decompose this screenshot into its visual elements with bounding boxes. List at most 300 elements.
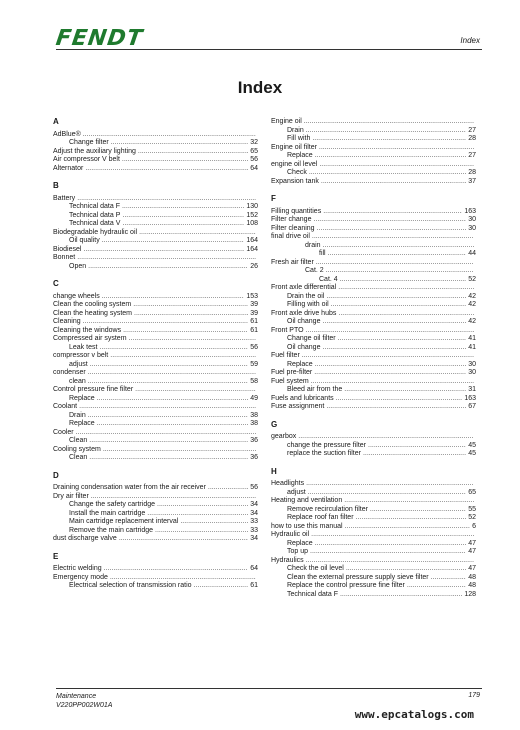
entry-text: Hydraulic oil: [271, 531, 310, 538]
brand-logo: FENDT: [54, 26, 145, 51]
index-entry: [271, 335, 476, 344]
dot-leader: [326, 267, 474, 276]
dot-leader: [111, 139, 249, 148]
dot-leader: [306, 480, 474, 489]
entry-text: Draining condensation water from the air receiver: [53, 484, 206, 491]
dot-leader: [302, 352, 474, 361]
dot-leader: [308, 489, 467, 498]
dot-leader: [338, 284, 474, 293]
dot-leader: [129, 335, 256, 344]
entry-page-number: 36: [250, 454, 258, 461]
entry-text: Front axle drive hubs: [271, 309, 337, 317]
index-entry: [53, 254, 258, 263]
index-entry: [271, 582, 476, 591]
entry-text: Drain the oil: [287, 292, 325, 300]
dot-leader: [306, 127, 466, 136]
index-entry: [271, 557, 476, 566]
dot-leader: [370, 506, 466, 515]
index-entry: [53, 156, 258, 165]
entry-text: Air compressor V belt: [53, 156, 120, 163]
index-entry: [53, 510, 258, 519]
dot-leader: [314, 369, 466, 378]
entry-text: condenser: [53, 369, 86, 376]
entry-text: Biodegradable hydraulic oil: [53, 228, 138, 236]
index-section: [53, 553, 258, 591]
entry-text: Top up: [287, 548, 309, 555]
index-entry: [271, 127, 476, 136]
index-entry: [271, 301, 476, 310]
index-entry: [271, 144, 476, 153]
entry-page-number: 39: [250, 309, 258, 317]
index-entry: [53, 535, 258, 544]
dot-leader: [104, 565, 249, 574]
entry-text: Replace the control pressure fine filter: [287, 582, 405, 589]
dot-leader: [134, 310, 248, 319]
entry-text: adjust: [287, 488, 306, 496]
entry-page-number: 27: [468, 152, 476, 159]
index-entry: [53, 454, 258, 463]
entry-page-number: 44: [468, 250, 476, 257]
index-entry: [271, 161, 476, 170]
index-entry: [53, 212, 258, 221]
entry-page-number: 45: [468, 441, 476, 449]
dot-leader: [91, 493, 256, 502]
entry-page-number: 33: [250, 518, 258, 525]
index-entry: [53, 527, 258, 536]
index-entry: [53, 327, 258, 336]
dot-leader: [110, 352, 256, 361]
index-entry: [53, 229, 258, 238]
index-entry: [271, 225, 476, 234]
entry-text: Open: [69, 262, 87, 270]
index-entry: [53, 148, 258, 157]
entry-text: Fuel pre-filter: [271, 369, 313, 376]
dot-leader: [319, 161, 474, 170]
dot-leader: [99, 344, 248, 353]
dot-leader: [123, 327, 248, 336]
index-entry: [271, 259, 476, 268]
entry-page-number: 47: [468, 548, 476, 555]
entry-text: Filling quantities: [271, 207, 322, 215]
dot-leader: [407, 582, 466, 591]
entry-text: Electrical selection of transmission ratio: [69, 582, 192, 589]
entry-text: Cat. 2: [305, 267, 324, 274]
entry-page-number: 6: [472, 522, 476, 530]
index-entry: [271, 310, 476, 319]
entry-page-number: 39: [250, 301, 258, 308]
entry-page-number: 65: [250, 147, 258, 155]
index-entry: [53, 237, 258, 246]
dot-leader: [345, 523, 470, 532]
entry-text: Replace: [69, 420, 95, 427]
dot-leader: [340, 276, 467, 285]
entry-text: Clean: [69, 454, 88, 461]
dot-leader: [194, 582, 249, 591]
index-entry: [271, 208, 476, 217]
index-entry: [271, 135, 476, 144]
dot-leader: [122, 156, 248, 165]
entry-text: Compressed air system: [53, 335, 127, 342]
index-entry: [53, 493, 258, 502]
entry-text: Filling with oil: [287, 301, 329, 308]
page-title: Index: [237, 78, 283, 97]
dot-leader: [208, 484, 248, 493]
dot-leader: [326, 403, 466, 412]
index-entry: [271, 548, 476, 557]
entry-text: Fill with: [287, 135, 311, 142]
index-entry: [271, 480, 476, 489]
entry-text: Install the main cartridge: [69, 509, 146, 517]
dot-leader: [138, 148, 248, 157]
dot-leader: [311, 531, 474, 540]
footer-doc-code: V220PP002W01A: [56, 702, 113, 709]
entry-page-number: 30: [468, 224, 476, 232]
index-section: [271, 421, 476, 459]
entry-page-number: 130: [246, 203, 258, 210]
entry-page-number: 28: [468, 135, 476, 142]
index-entry: [271, 531, 476, 540]
section-letter: H: [271, 466, 277, 476]
entry-text: Engine oil: [271, 118, 302, 125]
index-entry: [271, 352, 476, 361]
entry-page-number: 152: [246, 211, 258, 219]
dot-leader: [85, 165, 248, 174]
dot-leader: [368, 442, 466, 451]
entry-text: Electric welding: [53, 565, 102, 572]
entry-page-number: 42: [468, 301, 476, 308]
dot-leader: [311, 378, 474, 387]
entry-page-number: 38: [250, 420, 258, 427]
entry-text: how to use this manual: [271, 522, 343, 530]
dot-leader: [312, 233, 474, 242]
dot-leader: [89, 454, 248, 463]
index-entry: [271, 178, 476, 187]
index-entry: [53, 518, 258, 527]
dot-leader: [88, 378, 248, 387]
entry-page-number: 61: [250, 582, 258, 589]
index-entry: [271, 152, 476, 161]
entry-text: Replace: [69, 394, 95, 402]
dot-leader: [77, 254, 256, 263]
index-entry: [271, 395, 476, 404]
entry-text: Change oil filter: [287, 335, 336, 342]
dot-leader: [102, 237, 245, 246]
header-divider: [56, 49, 482, 50]
entry-page-number: 28: [468, 169, 476, 176]
index-entry: [271, 276, 476, 285]
dot-leader: [306, 557, 474, 566]
index-section: [53, 118, 258, 173]
entry-text: Filter cleaning: [271, 224, 315, 232]
dot-leader: [316, 259, 474, 268]
dot-leader: [321, 178, 466, 187]
entry-page-number: 41: [468, 335, 476, 342]
index-entry: [271, 489, 476, 498]
index-entry: [53, 263, 258, 272]
index-entry: [53, 369, 258, 378]
index-entry: [271, 514, 476, 523]
section-letter: A: [53, 117, 59, 126]
entry-text: Drain: [69, 411, 86, 419]
entry-text: fill: [319, 250, 326, 257]
dot-leader: [309, 169, 466, 178]
index-section: [53, 280, 258, 463]
entry-page-number: 34: [250, 509, 258, 517]
footer-page-number: 179: [468, 692, 480, 699]
entry-text: Battery: [53, 194, 76, 202]
dot-leader: [97, 395, 249, 404]
index-entry: [271, 267, 476, 276]
entry-text: Emergency mode: [53, 573, 108, 581]
dot-leader: [322, 318, 466, 327]
entry-text: Clean the cooling system: [53, 301, 132, 308]
entry-text: dust discharge valve: [53, 535, 117, 542]
index-entry: [53, 220, 258, 229]
dot-leader: [336, 395, 463, 404]
index-entry: [53, 403, 258, 412]
entry-text: Technical data F: [69, 203, 120, 210]
dot-leader: [77, 195, 256, 204]
index-entry: [271, 369, 476, 378]
entry-text: Control pressure fine filter: [53, 386, 134, 393]
entry-text: change wheels: [53, 292, 100, 300]
entry-text: Alternator: [53, 164, 84, 172]
index-section: [271, 468, 476, 600]
dot-leader: [83, 246, 244, 255]
dot-leader: [340, 591, 462, 600]
entry-page-number: 48: [468, 582, 476, 589]
entry-text: Check: [287, 169, 307, 176]
index-entry: [53, 574, 258, 583]
dot-leader: [88, 412, 248, 421]
dot-leader: [356, 514, 467, 523]
entry-page-number: 64: [250, 565, 258, 572]
entry-text: Clean the heating system: [53, 309, 132, 317]
dot-leader: [312, 135, 466, 144]
index-entry: [53, 165, 258, 174]
dot-leader: [155, 527, 248, 536]
dot-leader: [304, 118, 474, 127]
entry-text: clean: [69, 377, 86, 385]
entry-text: Technical data F: [287, 590, 338, 598]
entry-page-number: 37: [468, 177, 476, 185]
entry-page-number: 47: [468, 539, 476, 547]
entry-text: Cooler: [53, 428, 74, 436]
entry-text: Change the safety cartridge: [69, 501, 155, 508]
dot-leader: [157, 501, 248, 510]
dot-leader: [431, 574, 467, 583]
entry-page-number: 55: [468, 505, 476, 513]
entry-text: Bonnet: [53, 254, 76, 261]
entry-page-number: 65: [468, 488, 476, 496]
entry-page-number: 27: [468, 126, 476, 134]
index-entry: [53, 203, 258, 212]
index-entry: [271, 442, 476, 451]
entry-text: Technical data V: [69, 220, 121, 227]
entry-text: Replace: [287, 152, 313, 159]
dot-leader: [346, 565, 466, 574]
index-column-left: [53, 118, 258, 600]
dot-leader: [147, 510, 248, 519]
entry-text: Expansion tank: [271, 177, 319, 185]
index-entry: [53, 429, 258, 438]
index-entry: [53, 484, 258, 493]
dot-leader: [338, 310, 474, 319]
entry-text: replace the suction filter: [287, 450, 361, 457]
entry-text: Fuel system: [271, 377, 309, 385]
entry-text: Biodiesel: [53, 245, 82, 253]
index-entry: [53, 310, 258, 319]
dot-leader: [122, 220, 244, 229]
index-entry: [271, 250, 476, 259]
dot-leader: [322, 344, 466, 353]
entry-text: Front axle differential: [271, 284, 337, 291]
entry-text: Replace: [287, 360, 313, 368]
entry-page-number: 38: [250, 411, 258, 419]
entry-text: Oil quality: [69, 237, 100, 244]
index-entry: [53, 352, 258, 361]
section-letter: E: [53, 551, 59, 561]
dot-leader: [323, 242, 474, 251]
footer-info: [56, 692, 112, 710]
dot-leader: [97, 420, 249, 429]
entry-text: final drive oil: [271, 233, 310, 240]
entry-text: Clean the external pressure supply sieve filter: [287, 573, 429, 581]
entry-page-number: 31: [468, 386, 476, 393]
entry-text: Cat. 4: [319, 275, 338, 283]
entry-text: Replace roof fan filter: [287, 514, 354, 521]
index-entry: [53, 335, 258, 344]
dot-leader: [315, 361, 467, 370]
entry-text: Dry air filter: [53, 492, 89, 500]
entry-page-number: 48: [468, 573, 476, 581]
dot-leader: [88, 369, 256, 378]
dot-leader: [331, 301, 467, 310]
entry-page-number: 56: [250, 343, 258, 351]
entry-page-number: 30: [468, 369, 476, 376]
index-entry: [271, 565, 476, 574]
entry-text: compressor v belt: [53, 352, 109, 359]
entry-text: Engine oil filter: [271, 143, 317, 151]
index-section: [53, 182, 258, 271]
index-entry: [271, 403, 476, 412]
entry-text: Remove recirculation filter: [287, 505, 368, 513]
index-entry: [271, 233, 476, 242]
dot-leader: [338, 335, 467, 344]
index-entry: [53, 344, 258, 353]
footer-section: Maintenance: [56, 693, 97, 700]
entry-page-number: 47: [468, 565, 476, 572]
dot-leader: [317, 225, 467, 234]
section-letter: B: [53, 181, 59, 190]
dot-leader: [298, 433, 474, 442]
entry-text: Front PTO: [271, 326, 304, 334]
dot-leader: [89, 437, 248, 446]
index-section: [271, 195, 476, 412]
entry-page-number: 64: [250, 164, 258, 172]
entry-text: Check the oil level: [287, 565, 344, 572]
watermark: www.epcatalogs.com: [354, 708, 474, 721]
index-entry: [271, 318, 476, 327]
index-entry: [271, 386, 476, 395]
index-entry: [53, 386, 258, 395]
entry-text: AdBlue®: [53, 130, 81, 138]
entry-page-number: 153: [246, 292, 258, 300]
entry-page-number: 34: [250, 501, 258, 508]
index-section: [271, 118, 476, 186]
dot-leader: [323, 208, 462, 217]
entry-page-number: 41: [468, 343, 476, 351]
entry-text: Hydraulics: [271, 556, 304, 564]
entry-text: Leak test: [69, 343, 98, 351]
entry-page-number: 67: [468, 403, 476, 410]
entry-text: Main cartridge replacement interval: [69, 518, 179, 525]
dot-leader: [180, 518, 248, 527]
entry-text: Fuse assignment: [271, 403, 325, 410]
section-letter: F: [271, 194, 276, 203]
dot-leader: [310, 548, 466, 557]
dot-leader: [103, 446, 256, 455]
index-section: [53, 472, 258, 544]
index-entry: [53, 501, 258, 510]
dot-leader: [313, 216, 466, 225]
entry-page-number: 52: [468, 275, 476, 283]
dot-leader: [328, 250, 467, 259]
entry-text: Replace: [287, 539, 313, 547]
index-entry: [271, 591, 476, 600]
dot-leader: [119, 535, 248, 544]
index-entry: [271, 378, 476, 387]
index-entry: [53, 446, 258, 455]
index-entry: [271, 540, 476, 549]
entry-text: Filter change: [271, 216, 312, 223]
entry-text: drain: [305, 241, 321, 249]
entry-page-number: 61: [250, 326, 258, 334]
entry-page-number: 108: [246, 220, 258, 227]
index-entry: [53, 293, 258, 302]
index-entry: [271, 497, 476, 506]
header-section-label: Index: [460, 36, 480, 45]
entry-text: Coolant: [53, 403, 78, 410]
entry-text: Change filter: [69, 139, 109, 146]
entry-text: Adjust the auxiliary lighting: [53, 147, 136, 155]
dot-leader: [139, 229, 256, 238]
entry-text: Oil change: [287, 343, 321, 351]
index-entry: [53, 420, 258, 429]
entry-page-number: 58: [250, 377, 258, 385]
entry-page-number: 56: [250, 484, 258, 491]
entry-page-number: 164: [246, 245, 258, 253]
index-entry: [271, 169, 476, 178]
dot-leader: [122, 203, 244, 212]
entry-page-number: 32: [250, 139, 258, 146]
entry-page-number: 30: [468, 216, 476, 223]
section-letter: C: [53, 279, 59, 288]
dot-leader: [319, 144, 474, 153]
dot-leader: [315, 152, 467, 161]
index-entry: [271, 574, 476, 583]
dot-leader: [102, 293, 245, 302]
dot-leader: [110, 574, 256, 583]
index-entry: [271, 216, 476, 225]
dot-leader: [133, 301, 248, 310]
dot-leader: [79, 403, 256, 412]
entry-page-number: 56: [250, 156, 258, 163]
entry-page-number: 59: [250, 360, 258, 368]
index-entry: [271, 284, 476, 293]
index-entry: [271, 327, 476, 336]
index-entry: [53, 582, 258, 591]
